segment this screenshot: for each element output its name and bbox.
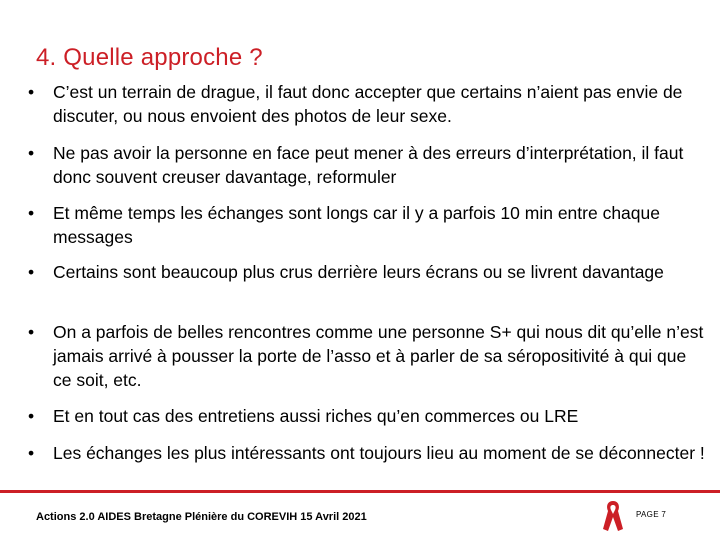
- bullet-item: • Ne pas avoir la personne en face peut mener à des erreurs d’interprétation, il faut donc souvent creuser davantage, reformuler: [26, 141, 706, 189]
- page-number: PAGE 7: [636, 510, 667, 519]
- footer-caption: Actions 2.0 AIDES Bretagne Plénière du COREVIH 15 Avril 2021: [36, 511, 367, 523]
- bullet-item: • Et même temps les échanges sont longs car il y a parfois 10 min entre chaque messages: [26, 201, 706, 249]
- footer-divider: [0, 490, 720, 493]
- bullet-item: • Certains sont beaucoup plus crus derrière leurs écrans ou se livrent davantage: [26, 260, 664, 284]
- bullet-item: • On a parfois de belles rencontres comme une personne S+ qui nous dit qu’elle n’est jamais arrivé à pousser la porte de l’asso et à parler de sa séropositivité à qui que ce soit, etc.: [26, 320, 706, 392]
- slide-title: 4. Quelle approche ?: [36, 44, 263, 71]
- red-ribbon-icon: [600, 498, 626, 532]
- bullet-item: • C’est un terrain de drague, il faut donc accepter que certains n’aient pas envie de discuter, ou nous envoient des photos de leur sexe.: [26, 80, 706, 128]
- bullet-item: • Et en tout cas des entretiens aussi riches qu’en commerces ou LRE: [26, 404, 578, 428]
- title-spacer: [18, 40, 24, 78]
- bullet-item: • Les échanges les plus intéressants ont toujours lieu au moment de se déconnecter !: [26, 441, 705, 465]
